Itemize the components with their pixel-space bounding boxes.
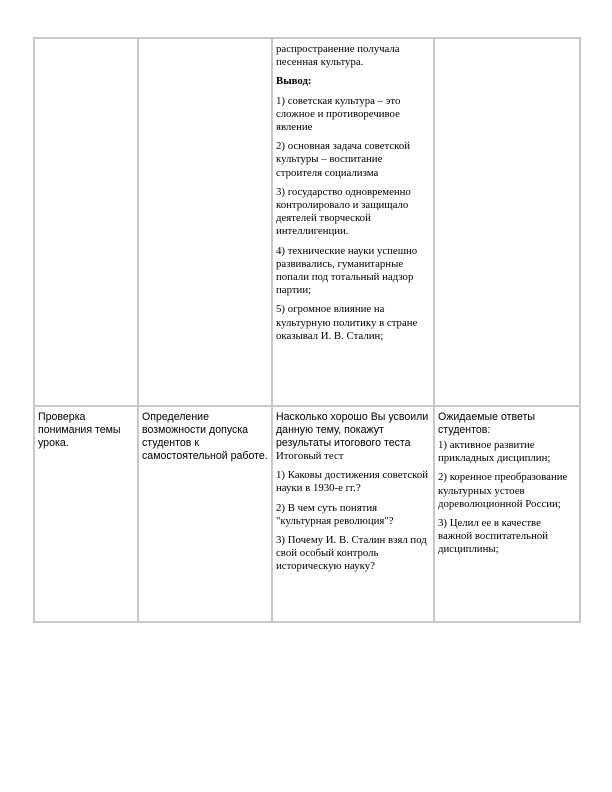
expected-answer: 2) коренное преобразование культурных устоев дореволюционной России; xyxy=(438,471,568,510)
test-question: 1) Каковы достижения советской науки в 1930-е гг.? xyxy=(276,469,429,495)
test-title: Итоговый тест xyxy=(276,450,344,462)
conclusion-point: 3) государство одновременно контролировало и защищало деятелей творческой интеллигенции. xyxy=(276,185,411,238)
stage-cell xyxy=(34,406,138,622)
table-cell-content xyxy=(272,38,434,406)
expected-answer: 1) активное развитие прикладных дисциплин; xyxy=(438,439,551,465)
answers-heading: Ожидаемые ответы студентов: xyxy=(438,411,535,436)
stage-text: Проверка понимания темы урока. xyxy=(38,411,121,449)
conclusion-point: 5) огромное влияние на культурную политику в стране оказывал И. В. Сталин; xyxy=(276,303,418,342)
goal-text: Определение возможности допуска студентов к самостоятельной работе. xyxy=(142,411,268,462)
table-cell-empty xyxy=(434,38,580,406)
expected-answer: 3) Целил ее в качестве важной воспитательной дисциплины; xyxy=(438,517,549,556)
lesson-plan-table xyxy=(33,37,581,623)
teacher-activity-cell xyxy=(272,406,434,622)
conclusion-point: 2) основная задача советской культуры – воспитание строителя социализма xyxy=(276,140,411,179)
conclusion-heading: Вывод: xyxy=(276,75,312,88)
table-row xyxy=(34,38,580,406)
table-cell-empty xyxy=(34,38,138,406)
table-row xyxy=(34,406,580,622)
conclusion-point: 4) технические науки успешно развивались, гуманитарные попали под тотальный надзор партии; xyxy=(276,244,418,297)
teacher-lead-text: Насколько хорошо Вы усвоили данную тему, покажут результаты итогового теста xyxy=(276,411,429,449)
table-cell-empty xyxy=(138,38,272,406)
conclusion-point: 1) советская культура – это сложное и противоречивое явление xyxy=(276,94,401,134)
intro-text: распространение получала песенная культура. xyxy=(276,43,400,69)
test-question: 3) Почему И. В. Сталин взял под свой особый контроль историческую науку? xyxy=(276,534,427,573)
test-question: 2) В чем суть понятия "культурная революция"? xyxy=(276,501,394,527)
goal-cell xyxy=(138,406,272,622)
student-activity-cell xyxy=(434,406,580,622)
